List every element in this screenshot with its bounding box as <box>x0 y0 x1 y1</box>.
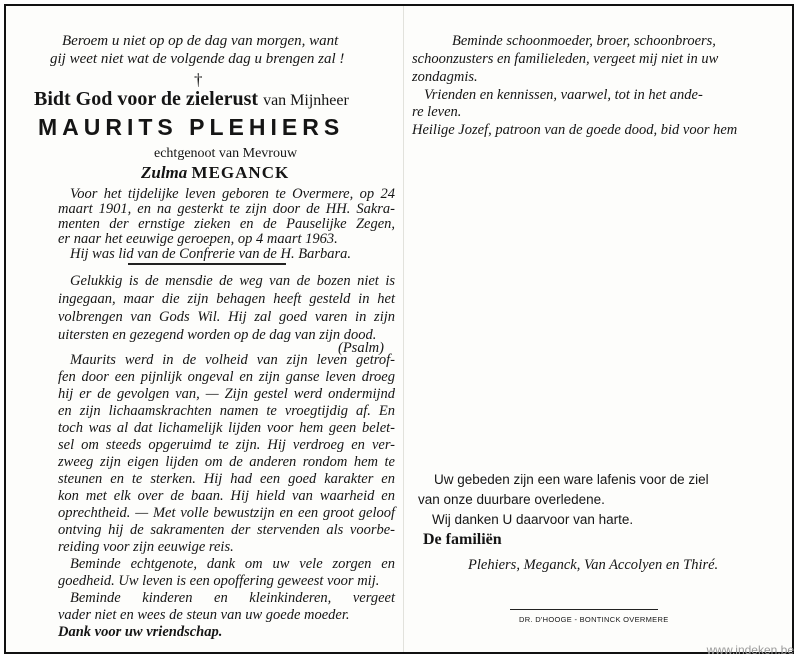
jozef-line: Heilige Jozef, patroon van de goede dood, bid voor hem <box>412 122 738 138</box>
opening-quote-line-1: Beroem u niet op op de dag van morgen, want <box>62 33 339 49</box>
bio-line: Voor het tijdelijke leven geboren te Overmere, op 24 <box>70 186 395 202</box>
bio-line: menten der ernstige zieken en de Pauselijke Zegen, <box>58 216 395 232</box>
thanks-line: Dank voor uw vriendschap. <box>58 624 223 640</box>
psalm-reference: (Psalm) <box>338 340 384 356</box>
bio-line: maart 1901, en na gesterkt te zijn door de HH. Sakra- <box>58 201 395 217</box>
friends-line: Vrienden en kennissen, vaarwel, tot in het ande- <box>424 87 703 103</box>
opening-quote-line-2: gij weet niet wat de volgende dag u brengen zal ! <box>50 51 345 67</box>
life-line: reiding voor zijn eeuwige reis. <box>58 539 234 555</box>
wife-line: Beminde echtgenote, dank om uw vele zorgen en <box>70 556 395 572</box>
life-line: ontving hij de sakramenten der stervenden als voorbe- <box>58 522 395 538</box>
prayer-heading <box>34 88 349 111</box>
psalm-line: ingegaan, maar die zijn behagen heeft gesteld in het <box>58 291 395 307</box>
familien-names: Plehiers, Meganck, Van Accolyen en Thiré. <box>468 557 719 573</box>
life-line: Maurits werd in de volheid van zijn leven getrof- <box>70 352 395 368</box>
family-line: zondagmis. <box>412 69 478 85</box>
spouse-last-name: MEGANCK <box>191 163 290 182</box>
psalm-line: volbrengen van Gods Wil. Hij zal goed varen in zijn <box>58 309 395 325</box>
prayers-line: van onze duurbare overledene. <box>418 492 605 507</box>
life-line: sel om steeds opgeruimd te zijn. Hij verdroeg en ver- <box>58 437 395 453</box>
life-line: steunen en te sterken. Hij had een goed karakter en <box>58 471 395 487</box>
prayer-heading-tail: van Mijnheer <box>263 92 349 109</box>
spouse-first-name: Zulma <box>141 163 188 182</box>
children-line: Beminde kinderen en kleinkinderen, vergeet <box>70 590 395 606</box>
card-fold-line <box>403 6 404 652</box>
life-line: hij er de gevolgen van, — Zijn gestel werd ondermijnd <box>58 386 395 402</box>
life-line: zweeg zijn eigen lijden om de anderen rondom hem te <box>58 454 395 470</box>
psalm-line: Gelukkig is de mensdie de weg van de bozen niet is <box>70 273 395 289</box>
confrerie-line: Hij was lid van de Confrerie van de H. Barbara. <box>70 246 351 262</box>
life-line: en zijn lichaamskrachten namen te vroegtijdig af. En <box>58 403 395 419</box>
deceased-name: MAURITS PLEHIERS <box>38 114 345 140</box>
familien-label: De familiën <box>423 531 502 548</box>
life-line: oprechtheid. — Met volle bewustzijn en een groot geloof <box>58 505 395 521</box>
spouse-intro: echtgenoot van Mevrouw <box>154 146 298 161</box>
children-line: vader niet en wees de steun van uw goede moeder. <box>58 607 350 623</box>
psalm-line: uitersten en gezegend worden op de dag van zijn dood. <box>58 327 377 343</box>
prayers-line: Uw gebeden zijn een ware lafenis voor de ziel <box>434 472 709 487</box>
prayer-heading-bold: Bidt God voor de zielerust <box>34 88 259 110</box>
friends-line: re leven. <box>412 104 462 120</box>
life-line: toch was al dat lichamelijk lijden voor hem geen belet- <box>58 420 395 436</box>
family-line: schoonzusters en familieleden, vergeet mij niet in uw <box>412 51 719 67</box>
cross-icon: † <box>194 70 203 89</box>
bio-line: er naar het eeuwige geroepen, op 4 maart 1963. <box>58 231 338 247</box>
watermark: www.indeken.be <box>706 643 794 657</box>
life-line: kon met elk over de baan. Hij hield van waarheid en <box>58 488 395 504</box>
family-line: Beminde schoonmoeder, broer, schoonbroers, <box>452 33 716 49</box>
wife-line: goedheid. Uw leven is een opoffering geweest voor mij. <box>58 573 380 589</box>
divider <box>128 263 286 265</box>
spouse-name <box>141 163 289 183</box>
thanks-line-right: Wij danken U daarvoor van harte. <box>432 512 634 527</box>
printer-rule <box>510 609 658 610</box>
life-line: fen door een pijnlijk ongeval en zijn ganse leven droeg <box>58 369 395 385</box>
printer-credit: DR. D'HOOGE - BONTINCK OVERMERE <box>519 615 669 624</box>
